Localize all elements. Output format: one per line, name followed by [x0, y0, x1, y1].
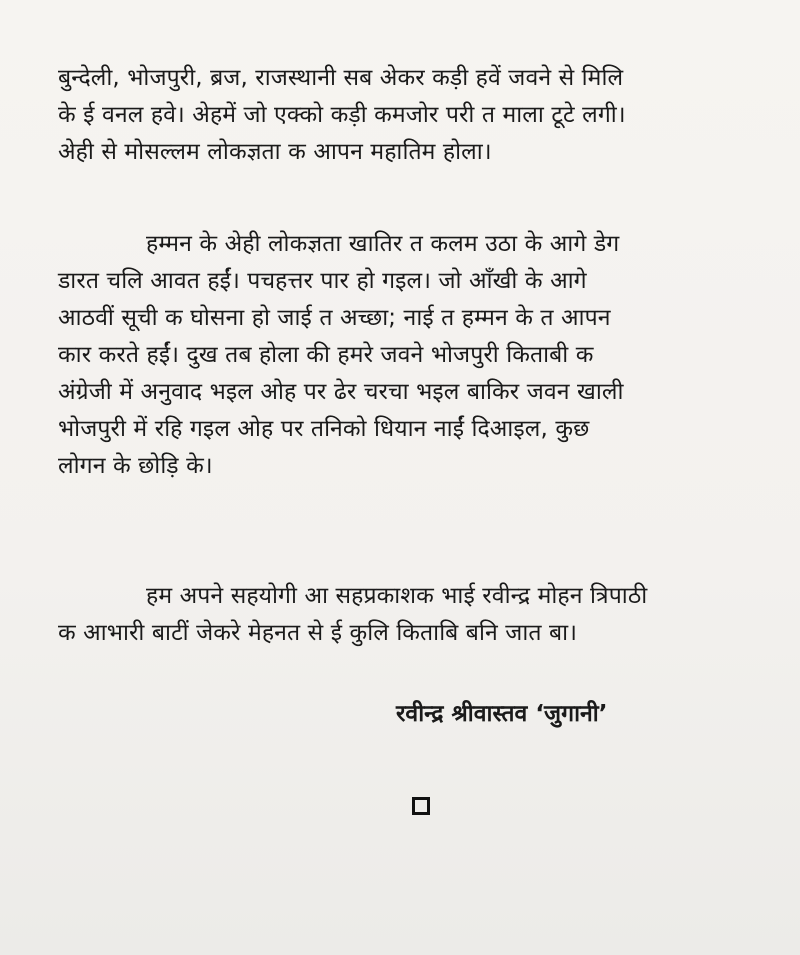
paragraph-line: अेही से मोसल्लम लोकज्ञता क आपन महातिम होला। [58, 139, 492, 165]
paragraph-line: भोजपुरी में रहि गइल ओह पर तनिको धियान नाईं दिआइल, कुछ [58, 416, 590, 442]
paragraph-line: बुन्देली, भोजपुरी, ब्रज, राजस्थानी सब अेकर कड़ी हवें जवने से मिलि [58, 65, 624, 91]
paragraph-line: के ई वनल हवे। अेहमें जो एक्को कड़ी कमजोर परी त माला टूटे लगी। [58, 102, 626, 128]
author-signature: रवीन्द्र श्रीवास्तव ‘जुगानी’ [396, 701, 608, 727]
end-mark-square [412, 797, 430, 815]
paragraph-line: डारत चलि आवत हईं। पचहत्तर पार हो गइल। जो आँखी के आगे [58, 268, 587, 294]
paragraph-1 [58, 60, 758, 171]
paragraph-line: क आभारी बाटीं जेकरे मेहनत से ई कुलि किताबि बनि जात बा। [58, 620, 578, 646]
paragraph-line: लोगन के छोड़ि के। [58, 453, 213, 479]
paragraph-line: अंग्रेजी में अनुवाद भइल ओह पर ढेर चरचा भइल बाकिर जवन खाली [58, 379, 624, 405]
paragraph-2 [58, 226, 758, 485]
paragraph-line: कार करते हईं। दुख तब होला की हमरे जवने भोजपुरी किताबी क [58, 342, 594, 368]
paragraph-line: आठवीं सूची क घोसना हो जाई त अच्छा; नाई त हम्मन के त आपन [58, 305, 611, 331]
paragraph-line: हम्मन के अेही लोकज्ञता खातिर त कलम उठा के आगे डेग [146, 231, 620, 257]
paragraph-3 [58, 578, 758, 652]
paragraph-line: हम अपने सहयोगी आ सहप्रकाशक भाई रवीन्द्र मोहन त्रिपाठी [146, 583, 648, 609]
